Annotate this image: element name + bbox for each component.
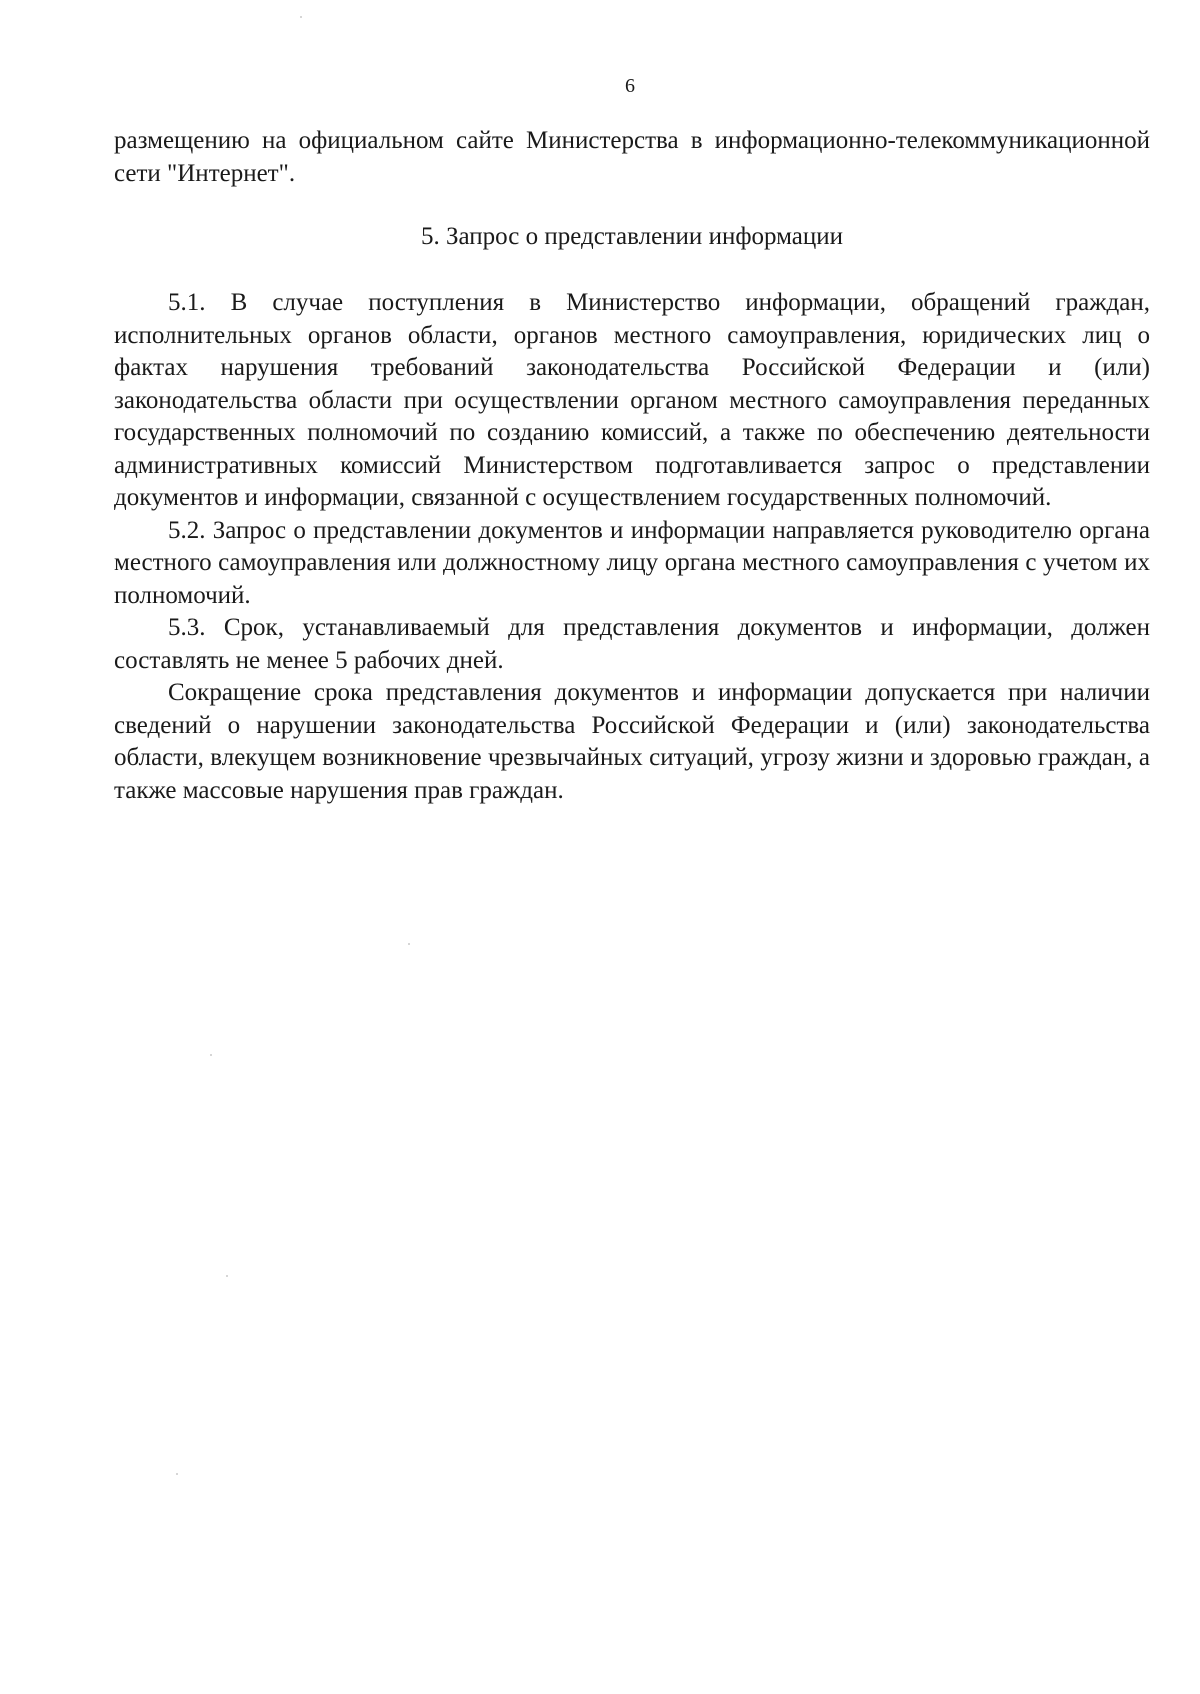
- scan-speck: [210, 1054, 212, 1056]
- scan-speck: [300, 16, 302, 18]
- continuation-text-block: [114, 125, 1150, 190]
- scan-speck: [176, 1473, 178, 1475]
- scan-speck: [408, 943, 410, 945]
- page-number: 6: [625, 75, 635, 97]
- continuation-paragraph: размещению на официальном сайте Министерства в информационно-телекоммуникационной сети "Интернет".: [114, 127, 1150, 187]
- section-body: [114, 287, 1150, 807]
- paragraph-reduction: Сокращение срока представления документов и информации допускается при наличии сведений о нарушении законодательства Российской Федерации и (или) законодательства области, влекущем возникновение чрезвычайных ситуаций, угрозу жизни и здоровью граждан, а также массовые нарушения прав граждан.: [114, 679, 1150, 804]
- paragraph-5-3: 5.3. Срок, устанавливаемый для представления документов и информации, должен составлять не менее 5 рабочих дней.: [114, 614, 1150, 674]
- scan-speck: [226, 1275, 228, 1277]
- section-heading: 5. Запрос о представлении информации: [420, 223, 844, 250]
- paragraph-5-1: 5.1. В случае поступления в Министерство информации, обращений граждан, исполнительных органов области, органов местного самоуправления, юридических лиц о фактах нарушения требований законодательства Российской Федерации и (или) законодательства области при осуществлении органом местного самоуправления переданных государственных полномочий по созданию комиссий, а также по обеспечению деятельности административных комиссий Министерством подготавливается запрос о представлении документов и информации, связанной с осуществлением государственных полномочий.: [114, 289, 1150, 511]
- paragraph-5-2: 5.2. Запрос о представлении документов и информации направляется руководителю органа местного самоуправления или должностному лицу органа местного самоуправления с учетом их полномочий.: [114, 516, 1150, 609]
